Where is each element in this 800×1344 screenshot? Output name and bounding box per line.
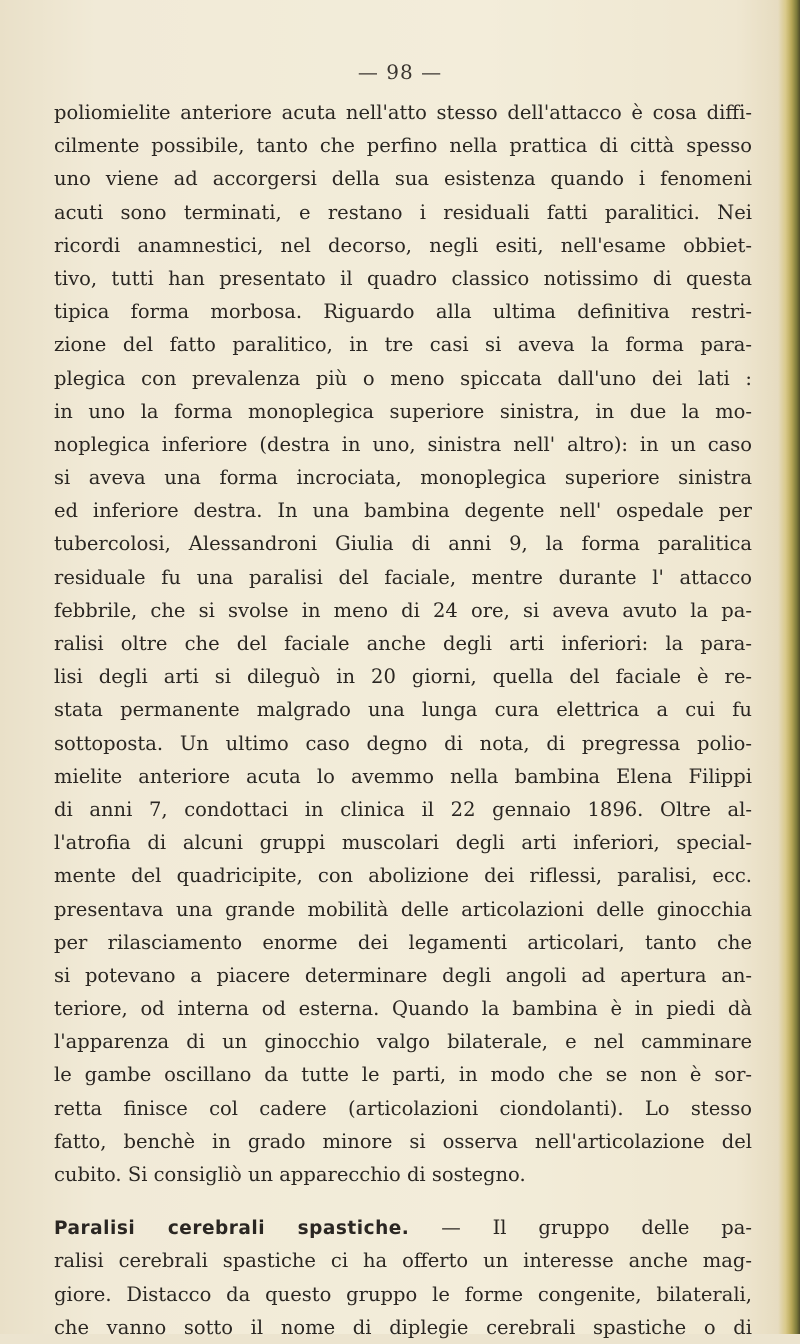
text-line: tivo, tutti han presentato il quadro classico notissimo di questa [54, 266, 752, 290]
text-line: ed inferiore destra. In una bambina degente nell' ospedale per [54, 499, 752, 523]
text-line: presentava una grande mobilità delle articolazioni delle ginocchia [54, 897, 752, 921]
text-line: febbrile, che si svolse in meno di 24 ore, si aveva avuto la pa- [54, 598, 752, 622]
page-edge-shadow [778, 0, 800, 1334]
text-line: stata permanente malgrado una lunga cura elettrica a cui fu [54, 698, 752, 722]
text-line: ralisi oltre che del faciale anche degli arti inferiori: la para- [54, 632, 752, 655]
text-line: le gambe oscillano da tutte le parti, in modo che se non è sor- [54, 1063, 752, 1087]
text-line: cilmente possibile, tanto che perfino nella prattica di città spesso [54, 134, 752, 158]
text-line: teriore, od interna od esterna. Quando la bambina è in piedi dà [54, 997, 752, 1021]
text-line: lisi degli arti si dileguò in 20 giorni, quella del faciale è re- [54, 665, 752, 689]
text-line: retta finisce col cadere (articolazioni ciondolanti). Lo stesso [54, 1096, 752, 1120]
text-fragment: — Il gruppo delle pa- [441, 1216, 752, 1240]
text-line: mente del quadricipite, con abolizione dei riflessi, paralisi, ecc. [54, 864, 752, 888]
page-number: — 98 — [357, 60, 443, 84]
text-line: tipica forma morbosa. Riguardo alla ultima definitiva restri- [54, 300, 752, 324]
text-line: tubercolosi, Alessandroni Giulia di anni 9, la forma paralitica [54, 532, 752, 556]
text-line: acuti sono terminati, e restano i residuali fatti paralitici. Nei [54, 200, 752, 224]
text-line: zione del fatto paralitico, in tre casi si aveva la forma para- [54, 333, 752, 357]
text-line: l'apparenza di un ginocchio valgo bilaterale, e nel camminare [54, 1030, 752, 1054]
text-line [54, 1211, 752, 1244]
text-line: noplegica inferiore (destra in uno, sinistra nell' altro): in un caso [54, 432, 752, 456]
text-line: residuale fu una paralisi del faciale, mentre durante l' attacco [54, 565, 752, 589]
text-line: plegica con prevalenza più o meno spiccata dall'uno dei lati : [54, 366, 752, 390]
text-line: fatto, benchè in grado minore si osserva nell'articolazione del [54, 1129, 752, 1153]
paragraph-poliomielite [54, 96, 752, 1191]
text-line: per rilasciamento enorme dei legamenti articolari, tanto che [54, 930, 752, 954]
text-line: si aveva una forma incrociata, monoplegica superiore sinistra [54, 466, 752, 490]
text-line: uno viene ad accorgersi della sua esistenza quando i fenomeni [54, 167, 752, 191]
text-line: si potevano a piacere determinare degli angoli ad apertura an- [54, 963, 752, 987]
text-line: ricordi anamnestici, nel decorso, negli esiti, nell'esame obbiet- [54, 233, 752, 257]
paragraph-paralisi-cerebrali [54, 1211, 752, 1344]
text-line: in uno la forma monoplegica superiore sinistra, in due la mo- [54, 399, 752, 423]
text-line: che vanno sotto il nome di diplegie cerebrali spastiche o di [54, 1315, 752, 1339]
text-line: ralisi cerebrali spastiche ci ha offerto un interesse anche mag- [54, 1249, 752, 1273]
section-heading: Paralisi cerebrali spastiche. [54, 1218, 410, 1240]
text-line: di anni 7, condottaci in clinica il 22 gennaio 1896. Oltre al- [54, 797, 752, 821]
paragraph-gap [54, 1191, 752, 1211]
text-line: cubito. Si consigliò un apparecchio di sostegno. [54, 1163, 526, 1186]
text-line: giore. Distacco da questo gruppo le forme congenite, bilaterali, [54, 1282, 752, 1306]
body-text [54, 96, 752, 1344]
text-line: poliomielite anteriore acuta nell'atto stesso dell'attacco è cosa diffi- [54, 101, 752, 124]
text-line: l'atrofia di alcuni gruppi muscolari degli arti inferiori, special- [54, 831, 752, 855]
text-line: sottoposta. Un ultimo caso degno di nota, di pregressa polio- [54, 731, 752, 755]
text-line: mielite anteriore acuta lo avemmo nella bambina Elena Filippi [54, 764, 752, 788]
